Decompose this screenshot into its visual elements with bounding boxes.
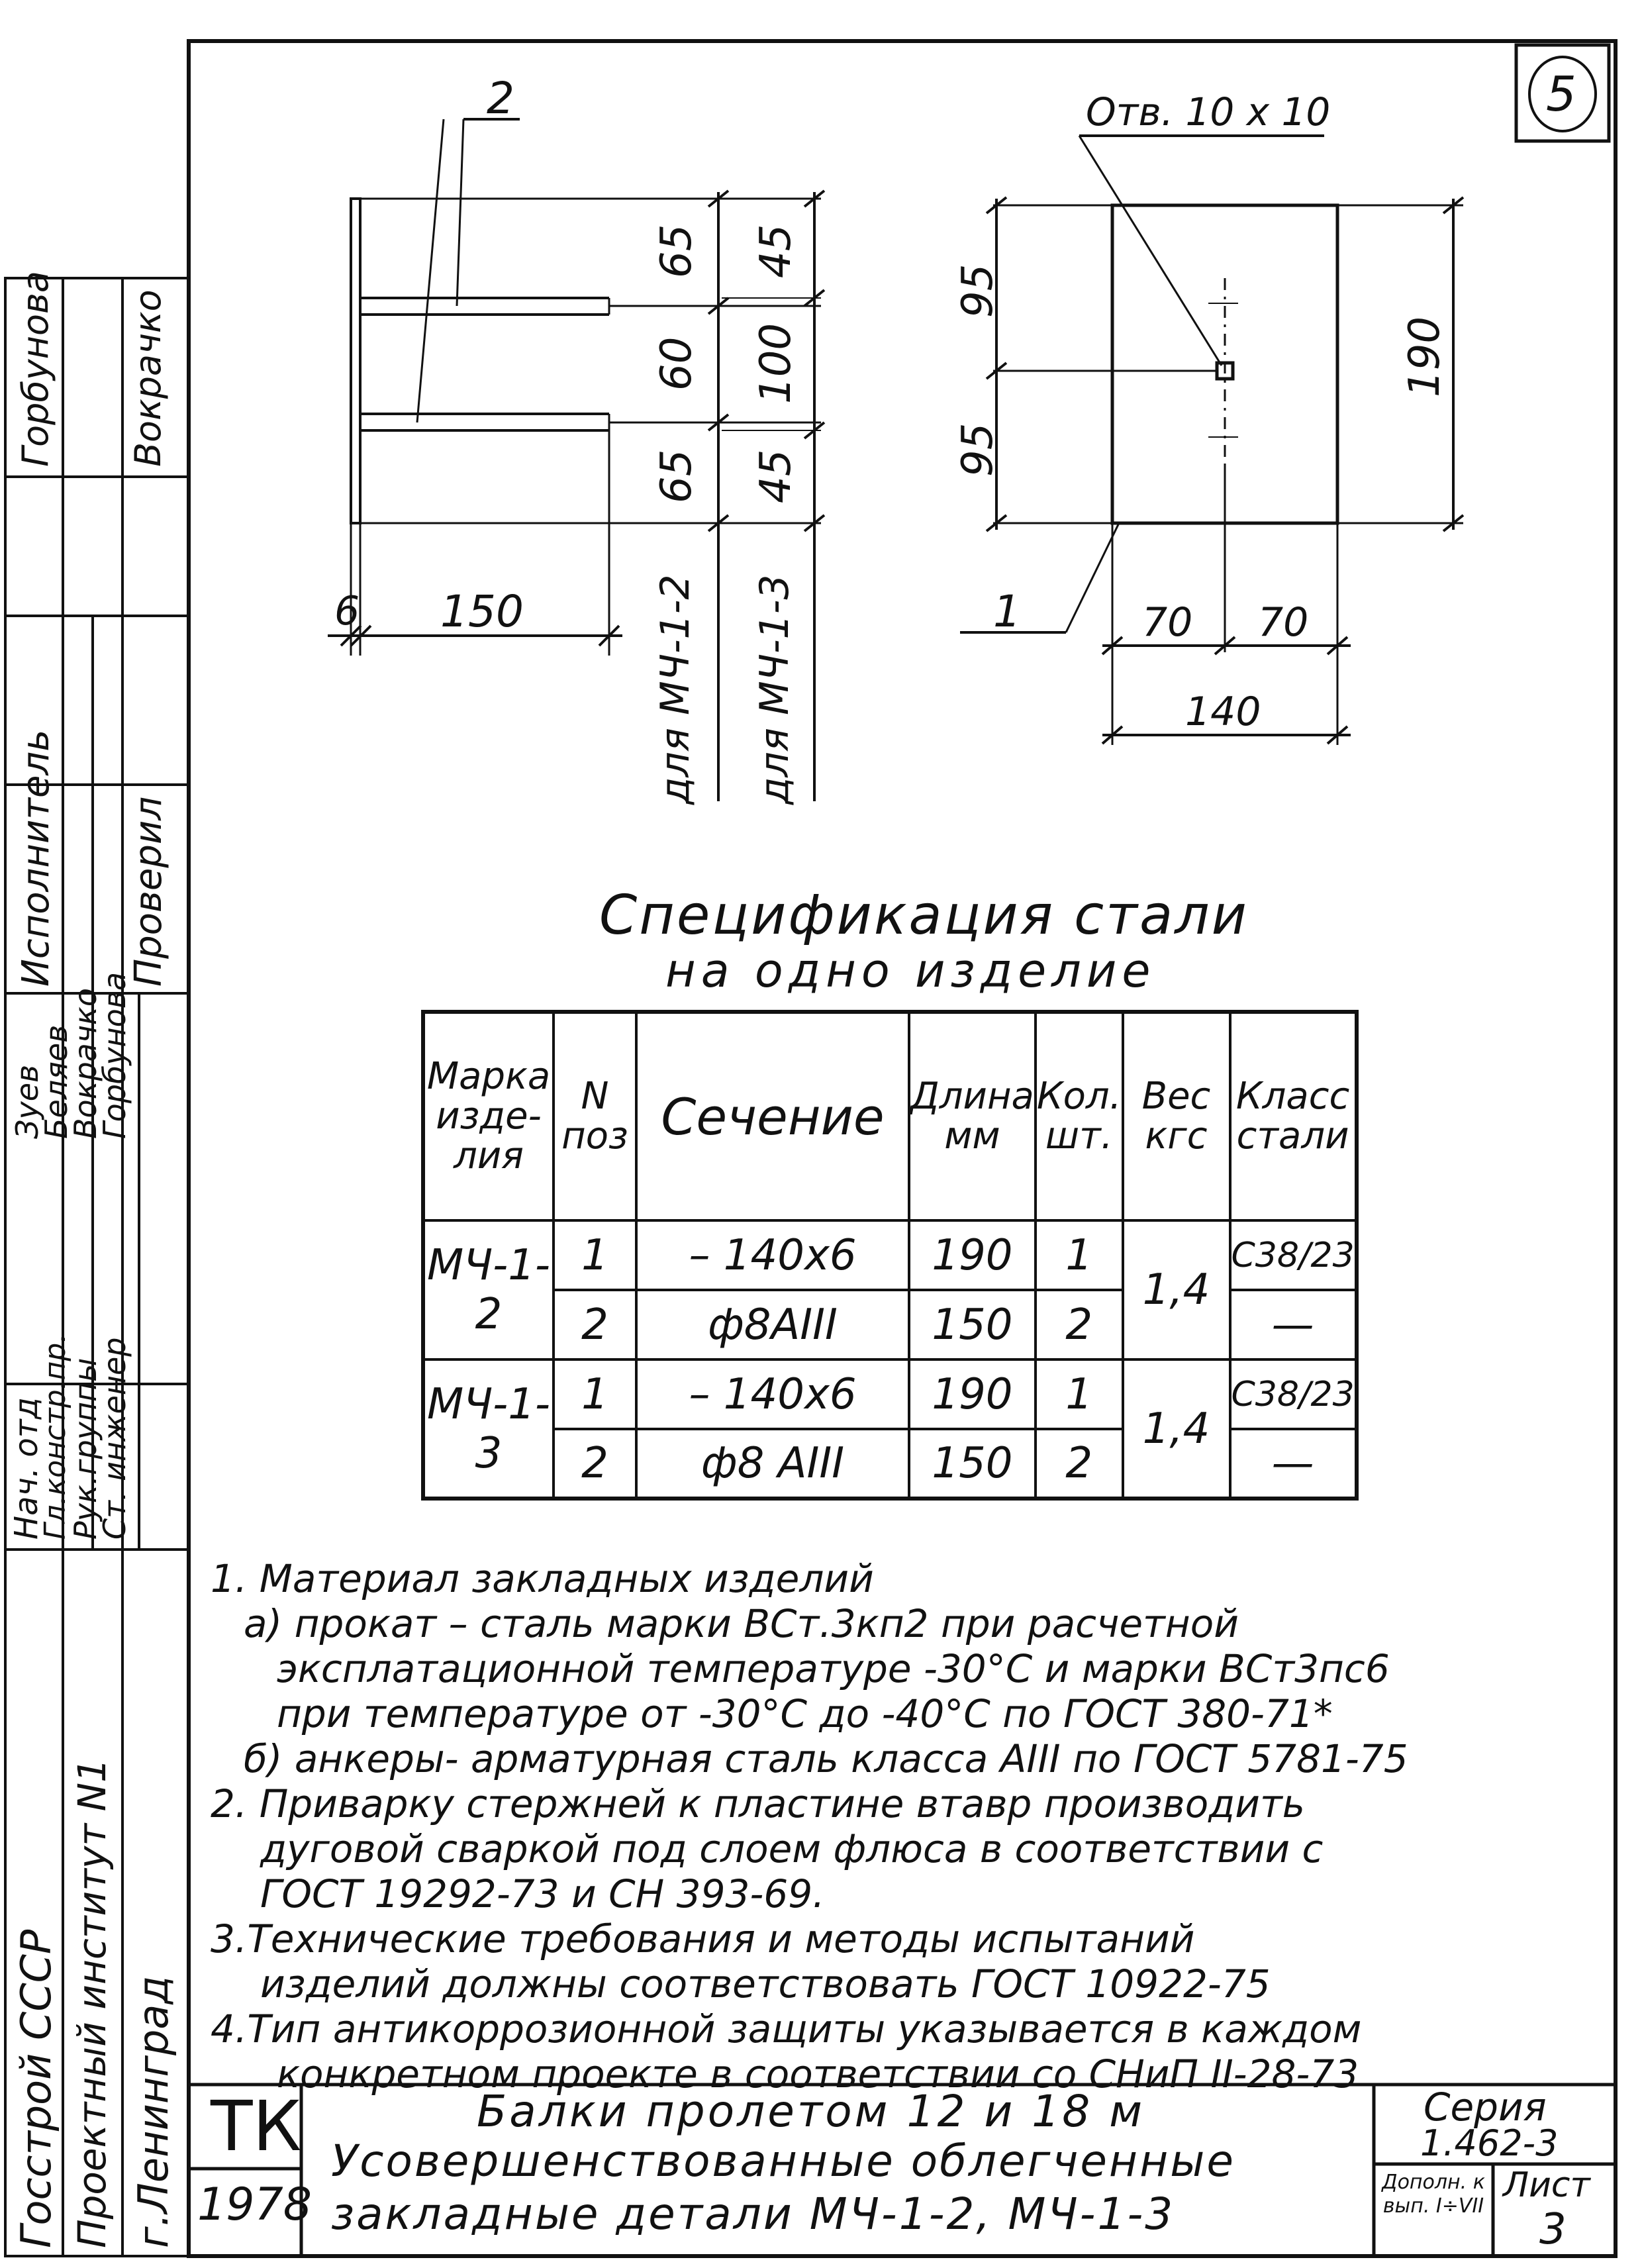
cell-steel: С38/23 xyxy=(1230,1220,1357,1290)
cell-length: 190 xyxy=(909,1359,1036,1429)
dim-100: 100 xyxy=(751,322,800,404)
dim-70-left: 70 xyxy=(1142,599,1193,646)
hole-label: Отв. 10 х 10 xyxy=(1086,89,1331,134)
plate-plan-view xyxy=(960,136,1463,745)
col-length: Длина мм xyxy=(909,1012,1036,1220)
tb-year: 1978 xyxy=(197,2179,313,2231)
col-section: Сечение xyxy=(636,1012,909,1220)
name-gorbunova: Горбунова xyxy=(97,971,132,1139)
table-row xyxy=(423,1359,1357,1429)
side-view xyxy=(328,119,824,801)
tb-title-line-2: Усовершенствованные облегченные xyxy=(331,2136,1235,2187)
role-ispolnitel: Исполнитель xyxy=(15,729,58,987)
cell-mark: МЧ-1-3 xyxy=(423,1359,554,1499)
note-line: 1. Материал закладных изделий xyxy=(211,1556,874,1601)
spec-header-row xyxy=(423,1012,1357,1220)
tb-sheet-label: Лист xyxy=(1503,2165,1590,2205)
role-ruk-gruppy: Рук.группы xyxy=(68,1357,103,1540)
cell-qty: 2 xyxy=(1036,1429,1123,1499)
role-nach-otd: Нач. отд xyxy=(8,1397,45,1540)
cell-qty: 1 xyxy=(1036,1359,1123,1429)
note-line: дуговой сваркой под слоем флюса в соответствии с xyxy=(260,1826,1324,1871)
col-npos: N поз xyxy=(554,1012,636,1220)
note-line: б) анкеры- арматурная сталь класса АIII по ГОСТ 5781-75 xyxy=(244,1736,1408,1781)
org-line-1: Госстрой СССР xyxy=(12,1929,60,2248)
note-line: 2. Приварку стержней к пластине втавр производить xyxy=(211,1781,1305,1826)
role-st-inzhener: Ст. инженер xyxy=(97,1337,132,1540)
dim-190: 190 xyxy=(1400,316,1449,397)
dim-150: 150 xyxy=(440,586,524,637)
note-line: конкретном проекте в соответствии со СНиП II-28-73 xyxy=(277,2051,1359,2096)
cell-length: 150 xyxy=(909,1290,1036,1359)
role-proveril: Проверил xyxy=(127,796,170,987)
cell-steel: С38/23 xyxy=(1230,1359,1357,1429)
cell-section: – 140х6 xyxy=(636,1220,909,1290)
note-line: а) прокат – сталь марки ВСт.3кп2 при расчетной xyxy=(244,1601,1239,1646)
cell-length: 150 xyxy=(909,1429,1036,1499)
cell-pos: 1 xyxy=(554,1220,636,1290)
name-belyaev: Беляев xyxy=(38,1024,74,1139)
note-line: 3.Технические требования и методы испытаний xyxy=(211,1916,1195,1961)
tb-title-line-3: закладные детали МЧ-1-2, МЧ-1-3 xyxy=(331,2189,1175,2240)
dim-70-right: 70 xyxy=(1258,599,1309,646)
spec-subtitle: на одно изделие xyxy=(665,944,1156,998)
col-weight: Вес кгс xyxy=(1123,1012,1230,1220)
cell-section: – 140х6 xyxy=(636,1359,909,1429)
name-zuev: Зуев xyxy=(9,1064,45,1139)
org-line-3: г.Ленинград xyxy=(129,1975,177,2248)
dim-95-top: 95 xyxy=(953,264,1002,318)
notes-block xyxy=(211,1556,1408,2096)
name-vokrachko: Вокрачко xyxy=(68,988,103,1139)
spec-title: Спецификация стали xyxy=(599,884,1249,947)
tb-code: ТК xyxy=(211,2086,302,2167)
cell-weight: 1,4 xyxy=(1123,1220,1230,1359)
dim-6: 6 xyxy=(334,588,360,634)
dim-45-bottom: 45 xyxy=(751,449,800,503)
tb-title-line-1: Балки пролетом 12 и 18 м xyxy=(477,2086,1145,2137)
tb-series-label: Серия xyxy=(1424,2085,1547,2130)
role-gl-konstr: Гл.констр.пр. xyxy=(38,1333,72,1540)
dim-65-bottom: 65 xyxy=(652,449,701,503)
tb-sheet-value: 3 xyxy=(1539,2205,1567,2254)
dim-45-top: 45 xyxy=(751,224,800,278)
dim-95-bottom: 95 xyxy=(953,422,1002,477)
cell-section: ф8АIII xyxy=(636,1290,909,1359)
label-for-mch-1-3: для МЧ-1-3 xyxy=(751,574,798,805)
cell-qty: 2 xyxy=(1036,1290,1123,1359)
name-proveril: Вокрачко xyxy=(127,289,169,467)
note-line: при температуре от -30°С до -40°С по ГОСТ 380-71* xyxy=(277,1691,1333,1736)
tb-supplement: Дополн. к вып. I÷VII xyxy=(1382,2171,1485,2218)
name-ispolnitel: Горбунова xyxy=(15,271,56,467)
cell-pos: 1 xyxy=(554,1359,636,1429)
tb-series-value: 1.462-3 xyxy=(1420,2122,1559,2164)
col-qty: Кол. шт. xyxy=(1036,1012,1123,1220)
col-marka: Марка изде- лия xyxy=(423,1012,554,1220)
dim-60: 60 xyxy=(652,336,701,391)
org-line-2: Проектный институт N1 xyxy=(70,1758,115,2248)
cell-weight: 1,4 xyxy=(1123,1359,1230,1499)
sheet-number: 5 xyxy=(1546,66,1576,122)
dim-140: 140 xyxy=(1185,689,1261,735)
table-row xyxy=(423,1220,1357,1290)
note-line: 4.Тип антикоррозионной защиты указывается в каждом xyxy=(211,2006,1362,2051)
note-line: эксплатационной температуре -30°С и марки ВСт3пс6 xyxy=(277,1646,1390,1691)
cell-length: 190 xyxy=(909,1220,1036,1290)
cell-pos: 2 xyxy=(554,1290,636,1359)
callout-2: 2 xyxy=(487,73,514,124)
spec-table xyxy=(421,1010,1359,1501)
dim-65-top: 65 xyxy=(652,224,701,278)
cell-mark: МЧ-1-2 xyxy=(423,1220,554,1359)
callout-1: 1 xyxy=(993,586,1021,637)
cell-steel: — xyxy=(1230,1290,1357,1359)
cell-pos: 2 xyxy=(554,1429,636,1499)
note-line: изделий должны соответствовать ГОСТ 10922-75 xyxy=(260,1961,1271,2006)
cell-section: ф8 АIII xyxy=(636,1429,909,1499)
note-line: ГОСТ 19292-73 и СН 393-69. xyxy=(260,1871,825,1916)
col-steel: Класс стали xyxy=(1230,1012,1357,1220)
label-for-mch-1-2: для МЧ-1-2 xyxy=(652,574,699,805)
cell-qty: 1 xyxy=(1036,1220,1123,1290)
cell-steel: — xyxy=(1230,1429,1357,1499)
